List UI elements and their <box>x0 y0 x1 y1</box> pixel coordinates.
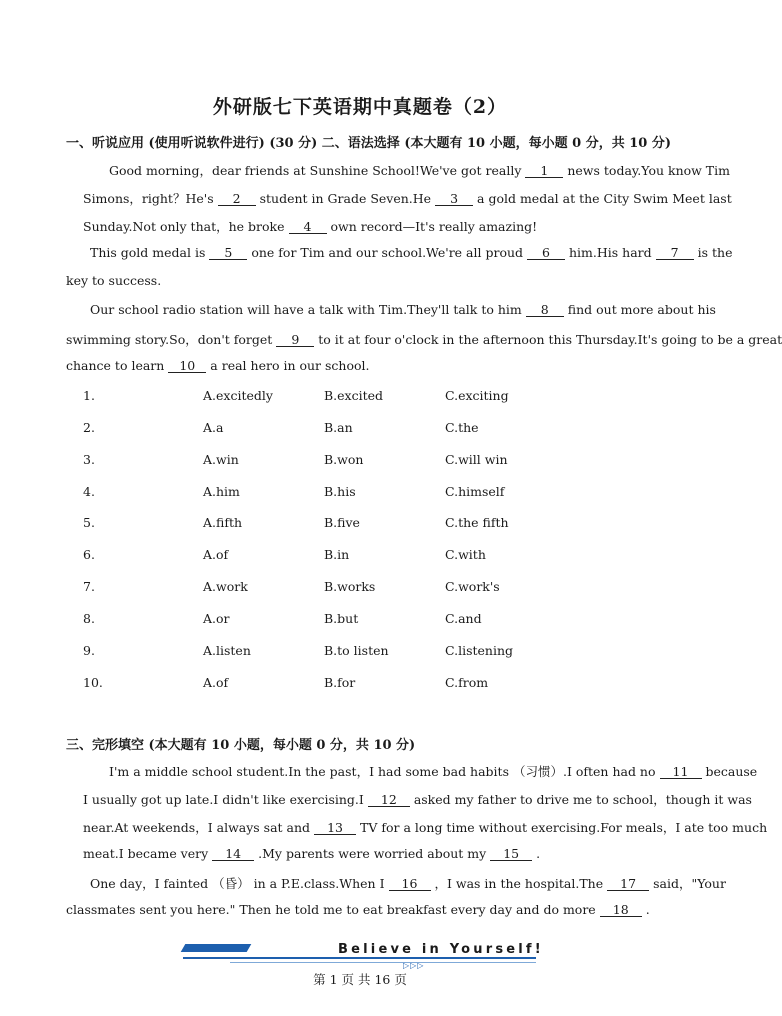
page-title: 外研版七下英语期中真题卷（2） <box>212 96 508 118</box>
blank-3[interactable]: 3 <box>435 192 473 206</box>
blank-5[interactable]: 5 <box>209 246 247 260</box>
passage1-line-1: Good morning，dear friends at Sunshine School!We've got really 1 news today.You know Tim <box>109 163 730 178</box>
option-c[interactable]: C.listening <box>445 643 514 658</box>
option-b[interactable]: B.an <box>324 420 353 435</box>
footer-rule-thin <box>230 962 536 963</box>
footer-motto: Believe in Yourself! <box>338 942 544 957</box>
blank-10[interactable]: 10 <box>168 359 206 373</box>
option-b[interactable]: B.but <box>324 611 359 626</box>
blank-1[interactable]: 1 <box>525 164 563 178</box>
blank-4[interactable]: 4 <box>289 220 327 234</box>
option-row-8 <box>0 611 720 627</box>
blank-2[interactable]: 2 <box>218 192 256 206</box>
footer-rule <box>183 957 536 959</box>
option-a[interactable]: A.a <box>203 420 224 435</box>
option-b[interactable]: B.works <box>324 579 376 594</box>
blank-6[interactable]: 6 <box>527 246 565 260</box>
option-b[interactable]: B.for <box>324 675 356 690</box>
section-1-heading: 一、听说应用 (使用听说软件进行) (30 分) 二、语法选择 (本大题有 10 小题，每小题 0 分，共 10 分) <box>66 136 672 151</box>
blank-16[interactable]: 16 <box>389 877 431 891</box>
passage1-line-3: Sunday.Not only that，he broke 4 own record—It's really amazing! <box>83 219 538 234</box>
passage1-line-4: This gold medal is 5 one for Tim and our school.We're all proud 6 him.His hard 7 is the <box>90 245 733 260</box>
option-a[interactable]: A.win <box>203 452 239 467</box>
option-b[interactable]: B.five <box>324 515 360 530</box>
passage1-line-7: swimming story.So，don't forget 9 to it at four o'clock in the afternoon this Thursday.It's going to be a great <box>66 332 782 347</box>
blank-8[interactable]: 8 <box>526 303 564 317</box>
option-number: 3. <box>83 452 95 467</box>
option-a[interactable]: A.him <box>203 484 240 499</box>
option-b[interactable]: B.his <box>324 484 356 499</box>
option-c[interactable]: C.will win <box>445 452 508 467</box>
blank-7[interactable]: 7 <box>656 246 694 260</box>
passage2-line-4: meat.I became very 14 .My parents were worried about my 15 . <box>83 846 541 861</box>
passage2-line-1: I'm a middle school student.In the past，I had some bad habits （习惯）.I often had no 11 because <box>109 764 758 779</box>
option-c[interactable]: C.exciting <box>445 388 509 403</box>
passage2-line-6: classmates sent you here." Then he told me to eat breakfast every day and do more 18 . <box>66 902 650 917</box>
blank-18[interactable]: 18 <box>600 903 642 917</box>
passage1-line-8: chance to learn 10 a real hero in our school. <box>66 358 370 373</box>
option-a[interactable]: A.or <box>203 611 230 626</box>
option-number: 8. <box>83 611 95 626</box>
option-a[interactable]: A.of <box>203 547 229 562</box>
option-row-7 <box>0 579 720 595</box>
option-b[interactable]: B.to listen <box>324 643 389 658</box>
passage1-line-5: key to success. <box>66 273 162 288</box>
option-b[interactable]: B.excited <box>324 388 384 403</box>
option-row-6 <box>0 547 720 563</box>
option-number: 2. <box>83 420 95 435</box>
blank-12[interactable]: 12 <box>368 793 410 807</box>
passage2-line-3: near.At weekends，I always sat and 13 TV for a long time without exercising.For meals，I ate too much <box>83 820 768 835</box>
option-row-5 <box>0 515 720 531</box>
option-row-9 <box>0 643 720 659</box>
option-a[interactable]: A.listen <box>203 643 251 658</box>
page-number: 第 1 页 共 16 页 <box>313 972 407 987</box>
option-number: 5. <box>83 515 95 530</box>
option-number: 4. <box>83 484 95 499</box>
option-c[interactable]: C.work's <box>445 579 500 594</box>
option-b[interactable]: B.won <box>324 452 364 467</box>
option-c[interactable]: C.and <box>445 611 482 626</box>
passage2-line-5: One day，I fainted （昏） in a P.E.class.When I 16 ，I was in the hospital.The 17 said，"Your <box>90 876 726 891</box>
option-row-10 <box>0 675 720 691</box>
option-a[interactable]: A.work <box>203 579 248 594</box>
option-number: 7. <box>83 579 95 594</box>
option-row-1 <box>0 388 720 404</box>
blank-17[interactable]: 17 <box>607 877 649 891</box>
option-b[interactable]: B.in <box>324 547 350 562</box>
option-c[interactable]: C.the <box>445 420 479 435</box>
option-number: 1. <box>83 388 95 403</box>
option-row-3 <box>0 452 720 468</box>
passage1-line-6: Our school radio station will have a talk with Tim.They'll talk to him 8 find out more about his <box>90 302 716 317</box>
option-a[interactable]: A.excitedly <box>203 388 273 403</box>
option-row-2 <box>0 420 720 436</box>
passage1-line-2: Simons，right？He's 2 student in Grade Seven.He 3 a gold medal at the City Swim Meet last <box>83 191 732 206</box>
option-a[interactable]: A.of <box>203 675 229 690</box>
option-c[interactable]: C.with <box>445 547 486 562</box>
option-c[interactable]: C.from <box>445 675 489 690</box>
blank-13[interactable]: 13 <box>314 821 356 835</box>
blank-15[interactable]: 15 <box>490 847 532 861</box>
footer-accent-bar <box>181 944 252 952</box>
footer-arrows-icon: ▷▷▷ <box>403 961 425 970</box>
blank-14[interactable]: 14 <box>212 847 254 861</box>
option-number: 10. <box>83 675 103 690</box>
passage2-line-2: I usually got up late.I didn't like exercising.I 12 asked my father to drive me to school，though it was <box>83 792 752 807</box>
option-c[interactable]: C.himself <box>445 484 505 499</box>
option-c[interactable]: C.the fifth <box>445 515 509 530</box>
blank-9[interactable]: 9 <box>276 333 314 347</box>
option-row-4 <box>0 484 720 500</box>
option-number: 9. <box>83 643 95 658</box>
option-a[interactable]: A.fifth <box>203 515 243 530</box>
option-number: 6. <box>83 547 95 562</box>
blank-11[interactable]: 11 <box>660 765 702 779</box>
section-3-heading: 三、完形填空 (本大题有 10 小题，每小题 0 分，共 10 分) <box>66 738 416 753</box>
